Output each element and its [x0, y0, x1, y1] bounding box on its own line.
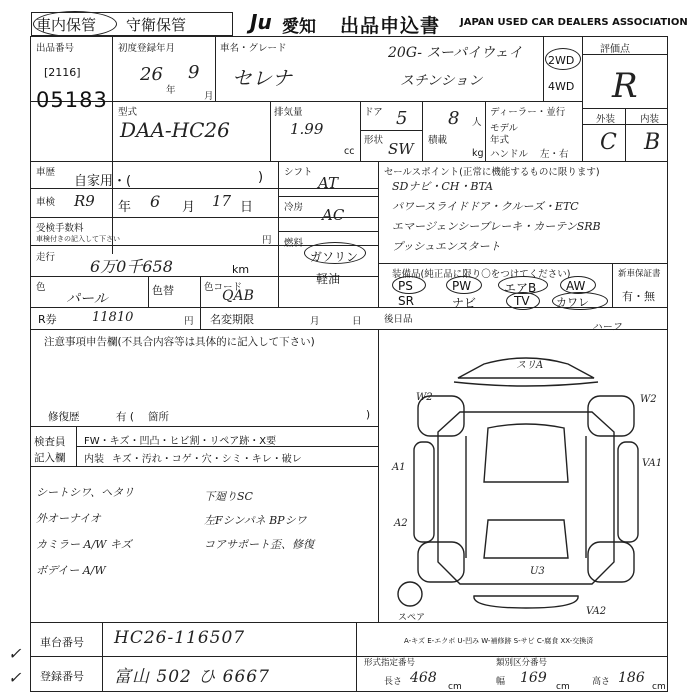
hand-note-left-4: ボデイー A/W	[36, 564, 106, 577]
warranty-label: 新車保証書	[618, 269, 661, 279]
shape-label: 形状	[364, 135, 384, 146]
inspection-month: 6	[150, 192, 161, 211]
length-value: 468	[410, 670, 437, 686]
ju-logo: Ju	[250, 10, 272, 34]
handle-opts: 左・右	[540, 149, 569, 160]
recycle-value: 11810	[92, 310, 134, 325]
equip-navi: ナビ	[452, 296, 477, 310]
notes-label: 注意事項申告欄(不具合内容等は具体的に記入して下さい)	[44, 336, 315, 348]
inspector-interior-label: 内装	[84, 454, 104, 465]
receipt-label: 受検手数料	[36, 223, 84, 234]
seal-label: 後日品	[384, 314, 413, 325]
hand-note-right-1: 下廻りSC	[204, 490, 253, 503]
inspection-day: 17	[212, 192, 232, 210]
ext-label: 外装	[596, 114, 616, 125]
org-name: 愛知	[282, 17, 316, 37]
doors-value: 5	[396, 108, 408, 129]
hand-note-left-2: 外オーナイオ	[36, 512, 101, 525]
dealer-label: ディーラー・並行	[490, 107, 566, 118]
storage-tag-guard: 守衛保管	[126, 16, 187, 34]
repaint-label: 色替	[152, 284, 174, 297]
damage-mark-6: A2	[394, 518, 408, 529]
history-value: 自家用・(	[74, 174, 132, 189]
displacement-value: 1.99	[290, 120, 324, 138]
int-label: 内装	[640, 114, 660, 125]
equip-ps: PS	[398, 279, 413, 293]
car-name: セレナ	[232, 66, 292, 90]
mileage-value: 6万0千658	[90, 257, 173, 276]
equip-sr: SR	[398, 294, 414, 308]
doors-label: ドア	[364, 107, 383, 118]
warranty-opts: 有・無	[622, 290, 655, 303]
shift-label: シフト	[284, 167, 313, 178]
equip-aw: AW	[566, 279, 586, 293]
first-reg-year: 26	[140, 64, 163, 85]
history-label: 車歴	[36, 167, 56, 178]
ext-score: C	[600, 130, 617, 155]
spare-label: スペア	[398, 613, 426, 623]
damage-mark-1: スリA	[516, 360, 544, 371]
inspection-era: R9	[74, 192, 95, 210]
form-title: 出品申込書	[340, 15, 441, 37]
fuel-label: 燃料	[284, 238, 304, 249]
color-label: 色	[36, 282, 46, 293]
model-label: 型式	[118, 107, 138, 118]
ac-label: 冷房	[284, 202, 304, 213]
model-value: DAA-HC26	[120, 118, 230, 142]
damage-mark-8: VA2	[586, 606, 607, 617]
equip-leather: カワレ	[556, 296, 589, 309]
grade-line2: スチンション	[400, 73, 483, 89]
sales-point-2: パワースライドドア・クルーズ・ETC	[392, 200, 579, 213]
lot-sub: [2116]	[44, 66, 81, 79]
chassis-number: HC26-116507	[114, 628, 246, 648]
hand-note-right-3: コアサポート歪、修復	[204, 538, 314, 551]
equip-pw: PW	[452, 279, 472, 293]
eval-score: R	[612, 66, 638, 106]
car-damage-diagram	[384, 332, 668, 620]
fuel-circle	[304, 242, 366, 264]
equipment-label: 装備品(純正品に限り〇をつけてください)	[392, 269, 571, 280]
category-number-label: 類別区分番号	[496, 658, 548, 668]
color-value: パール	[66, 291, 108, 307]
registration-label: 登録番号	[40, 670, 84, 683]
damage-legend: A-キズ E-エクボ U-凹み W-補修跡 S-サビ C-腐食 XX-交換済	[404, 637, 594, 645]
damage-mark-5: VA1	[642, 458, 663, 469]
fuel-diesel: 軽油	[316, 272, 341, 286]
capacity-value: 8	[448, 108, 460, 129]
name-change-label: 名変期限	[210, 313, 254, 326]
damage-mark-2: W2	[416, 392, 433, 403]
hand-note-left-3: カミラー A/W キズ	[36, 538, 132, 551]
lot-label: 出品番号	[36, 43, 75, 54]
damage-mark-4: A1	[392, 462, 406, 473]
equipment-hand-note: ハーフ	[592, 322, 622, 333]
eval-label: 評価点	[600, 44, 630, 55]
equip-tv: TV	[514, 294, 530, 308]
fuel-gasoline: ガソリン	[310, 250, 359, 264]
drive-4wd: 4WD	[548, 80, 575, 93]
drive-2wd: 2WD	[548, 54, 575, 67]
hand-note-left-1: シートシワ、ヘタリ	[36, 486, 135, 499]
inspector-row-1: FW・キズ・凹凸・ヒビ割・リペア跡・X要	[84, 436, 277, 447]
association-name: JAPAN USED CAR DEALERS ASSOCIATION	[460, 17, 688, 28]
handle-label: ハンドル	[490, 149, 529, 160]
recycle-label: R券	[38, 313, 57, 326]
shift-value: AT	[318, 174, 339, 192]
name-grade-label: 車名・グレード	[220, 43, 287, 54]
color-code: QAB	[222, 288, 254, 304]
receipt-note: 車検付きの記入して下さい	[36, 235, 120, 243]
repair-label: 修復歴	[48, 411, 80, 423]
displacement-label: 排気量	[274, 107, 303, 118]
repair-value: 有 (	[116, 411, 134, 423]
sales-points-label: セールスポイント(正常に機能するものに限ります)	[384, 167, 600, 178]
chassis-label: 車台番号	[40, 636, 84, 649]
hand-note-right-2: 左Fシンパネ BPシワ	[204, 514, 307, 527]
color-code-label: 色コード	[204, 282, 243, 293]
mileage-label: 走行	[36, 252, 56, 263]
first-reg-label: 初度登録年月	[118, 43, 176, 54]
inspector-row-2: キズ・汚れ・コゲ・穴・シミ・キレ・破レ	[112, 454, 302, 465]
inspection-label: 車検	[36, 197, 56, 208]
sales-point-3: エマージェンシーブレーキ・カーテンSRB	[392, 220, 601, 233]
check-mark-1: ✓	[8, 644, 22, 663]
damage-mark-7: U3	[530, 566, 545, 577]
equip-airbag: エアB	[504, 281, 537, 295]
type-designation-label: 形式指定番号	[364, 658, 416, 668]
registration-number: 富山 502 ひ 6667	[114, 667, 270, 687]
shape-value: SW	[388, 140, 414, 158]
sales-point-1: SDナビ・CH・BTA	[392, 180, 494, 193]
width-value: 169	[520, 670, 547, 686]
damage-mark-3: W2	[640, 394, 657, 405]
inspector-label-2: 記入欄	[34, 452, 66, 464]
check-mark-2: ✓	[8, 668, 22, 687]
height-value: 186	[618, 670, 645, 686]
storage-tag-inside: 車内保管	[36, 16, 97, 34]
oval-mark	[33, 11, 117, 37]
grade-line1: 20G- スーパイウェイ	[388, 45, 523, 61]
model-year-label: モデル	[490, 123, 519, 134]
inspector-label-1: 検査員	[34, 436, 66, 448]
lot-number: 05183	[36, 88, 108, 112]
load-label: 積載	[428, 135, 448, 146]
ac-value: AC	[322, 206, 345, 224]
sales-point-4: プッシュエンスタート	[392, 240, 501, 253]
int-score: B	[644, 130, 661, 155]
first-reg-month: 9	[188, 62, 200, 83]
drive-circle	[545, 48, 581, 70]
